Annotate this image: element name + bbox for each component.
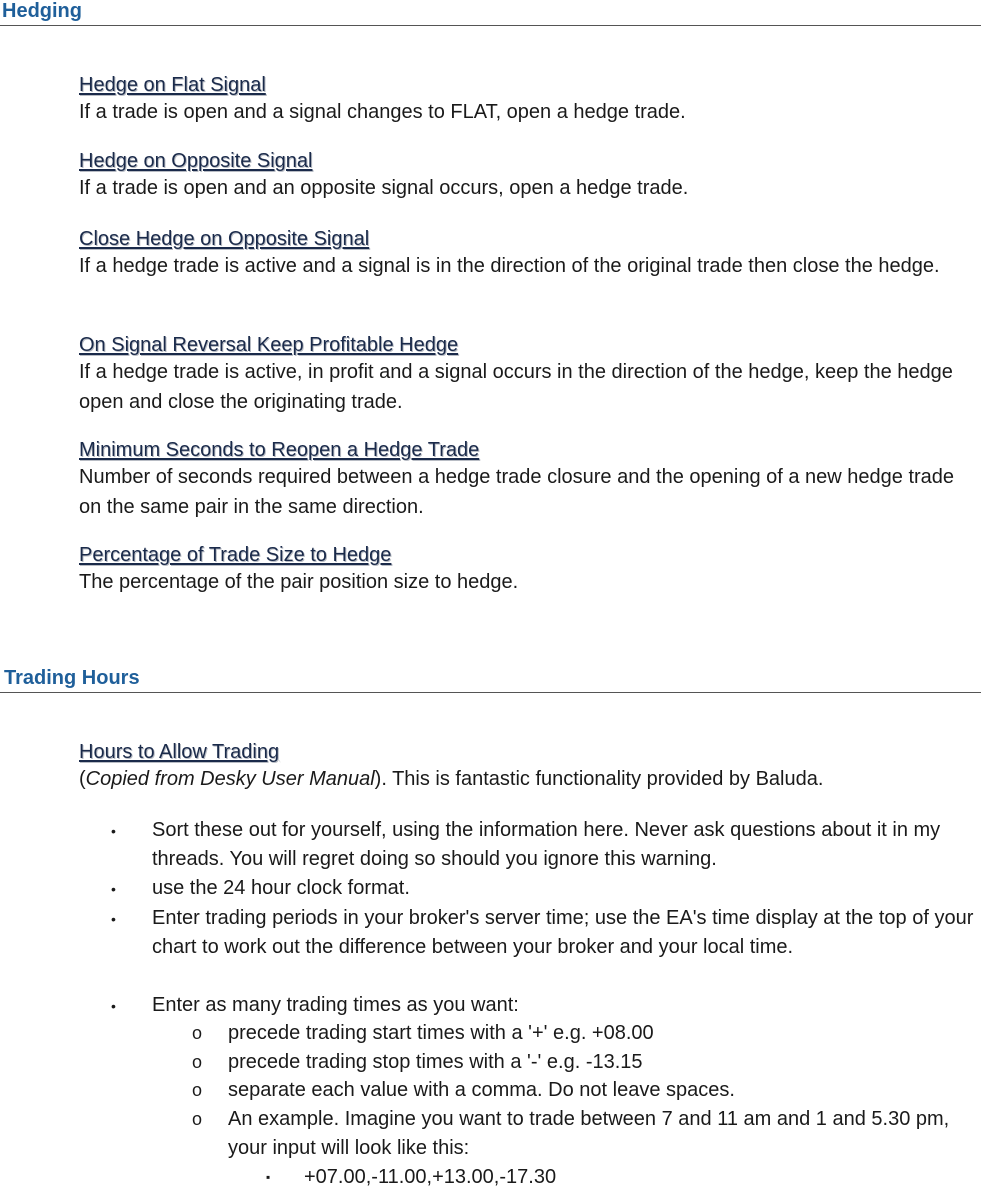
term-keep-profitable-hedge: On Signal Reversal Keep Profitable Hedge xyxy=(79,334,459,356)
desc-minimum-seconds-reopen: Number of seconds required between a hedge trade closure and the opening of a new hedge trade on the same pair in the same direction. xyxy=(79,466,955,518)
bullet-text-many-times: Enter as many trading times as you want: xyxy=(152,994,519,1016)
intro-rest: ). This is fantastic functionality provided by Baluda. xyxy=(374,768,824,790)
term-hedge-on-flat-signal: Hedge on Flat Signal xyxy=(79,74,266,96)
bullet-text-sort-out: Sort these out for yourself, using the information here. Never ask questions about it in my threads. You will regret doing so should you ignore this warning. xyxy=(152,819,941,870)
hours-to-allow-trading-entry xyxy=(79,740,979,794)
term-hours-to-allow-trading: Hours to Allow Trading xyxy=(79,741,280,763)
term-close-hedge-on-opposite-signal: Close Hedge on Opposite Signal xyxy=(79,228,370,250)
trading-hours-heading-text: Trading Hours xyxy=(4,667,140,689)
circle-bullet-icon: o xyxy=(192,1023,203,1043)
desc-percentage-trade-size: The percentage of the pair position size to hedge. xyxy=(79,571,519,593)
bullet-dot-icon: • xyxy=(111,881,116,897)
bullet-text-server-time: Enter trading periods in your broker's server time; use the EA's time display at the top of your chart to work out the difference between your broker and your local time. xyxy=(152,907,974,958)
desc-close-hedge-on-opposite-signal: If a hedge trade is active and a signal is in the direction of the original trade then close the hedge. xyxy=(79,255,940,277)
intro-open-paren: ( xyxy=(79,768,86,790)
sub-bullet-stop-times: precede trading stop times with a '-' e.g. -13.15 xyxy=(228,1051,643,1073)
sub-bullet-comma: separate each value with a comma. Do not leave spaces. xyxy=(228,1079,735,1101)
desc-hedge-on-flat-signal: If a trade is open and a signal changes to FLAT, open a hedge trade. xyxy=(79,101,686,123)
circle-bullet-icon: o xyxy=(192,1109,203,1129)
intro-paragraph xyxy=(79,764,979,794)
desc-keep-profitable-hedge: If a hedge trade is active, in profit and a signal occurs in the direction of the hedge, keep the hedge open and close the originating trade. xyxy=(79,361,953,413)
bullet-dot-icon: • xyxy=(111,998,116,1014)
percentage-trade-size-entry xyxy=(79,543,979,597)
minimum-seconds-reopen-entry xyxy=(79,438,979,522)
sub-bullet-start-times: precede trading start times with a '+' e.g. +08.00 xyxy=(228,1022,654,1044)
circle-bullet-icon: o xyxy=(192,1080,203,1100)
intro-italic-source: Copied from Desky User Manual xyxy=(85,768,375,790)
example-value: +07.00,-11.00,+13.00,-17.30 xyxy=(304,1166,557,1188)
hedging-heading-text: Hedging xyxy=(2,0,82,22)
hedge-on-opposite-signal-entry xyxy=(79,149,979,203)
bullet-dot-icon: • xyxy=(111,911,116,927)
keep-profitable-hedge-entry xyxy=(79,333,979,417)
section-heading-hedging xyxy=(0,0,981,26)
bullet-text-24-hour: use the 24 hour clock format. xyxy=(152,877,410,899)
desc-hedge-on-opposite-signal: If a trade is open and an opposite signal occurs, open a hedge trade. xyxy=(79,177,689,199)
square-bullet-icon: ▪ xyxy=(266,1170,271,1184)
sub-bullet-example: An example. Imagine you want to trade between 7 and 11 am and 1 and 5.30 pm, your input will look like this: xyxy=(228,1108,950,1159)
section-heading-trading-hours xyxy=(0,666,981,693)
close-hedge-on-opposite-signal-entry xyxy=(79,227,979,281)
hedge-on-flat-signal-entry xyxy=(79,73,979,127)
term-minimum-seconds-reopen: Minimum Seconds to Reopen a Hedge Trade xyxy=(79,439,480,461)
term-percentage-trade-size: Percentage of Trade Size to Hedge xyxy=(79,544,392,566)
bullet-dot-icon: • xyxy=(111,823,116,839)
circle-bullet-icon: o xyxy=(192,1052,203,1072)
term-hedge-on-opposite-signal: Hedge on Opposite Signal xyxy=(79,150,313,172)
